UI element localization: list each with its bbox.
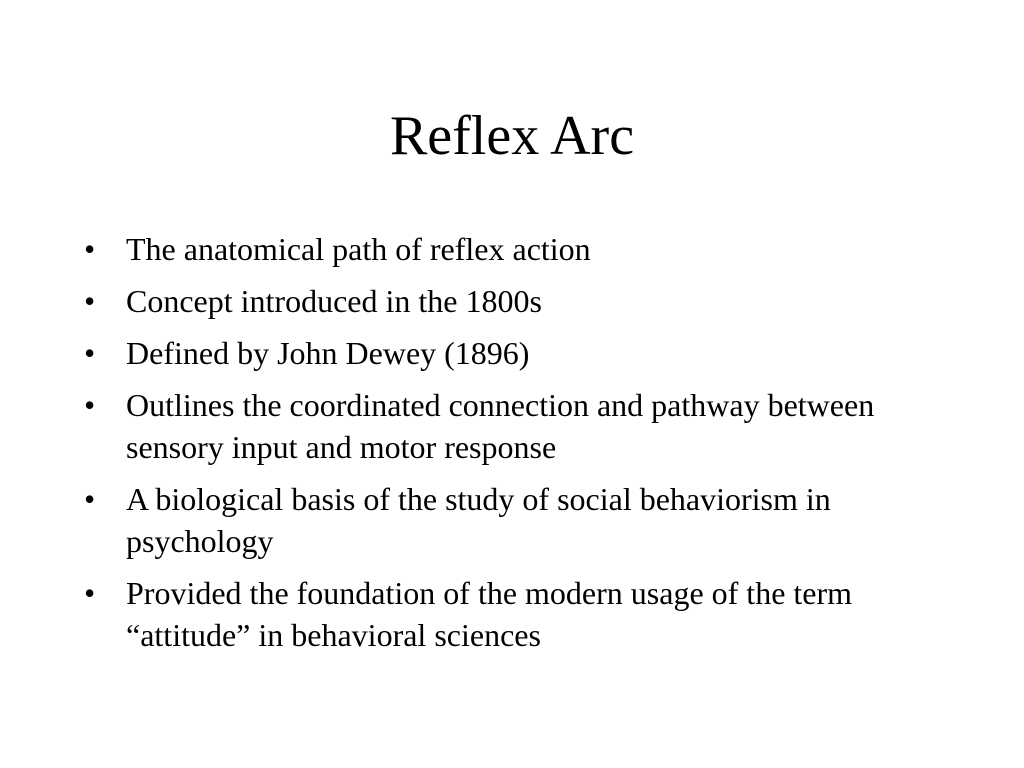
bullet-item-6 — [84, 572, 944, 656]
bullet-item-4 — [84, 384, 944, 468]
bullet-list — [84, 228, 944, 666]
bullet-icon: • — [84, 481, 96, 517]
bullet-item-2 — [84, 280, 944, 322]
bullet-icon: • — [84, 335, 96, 371]
bullet-text: Defined by John Dewey (1896) — [126, 335, 530, 371]
bullet-item-3 — [84, 332, 944, 374]
bullet-text: A biological basis of the study of social behaviorism in psychology — [126, 481, 831, 559]
bullet-text: The anatomical path of reflex action — [126, 231, 591, 267]
bullet-icon: • — [84, 231, 96, 267]
bullet-text: Outlines the coordinated connection and pathway between sensory input and motor response — [126, 387, 875, 465]
slide-title: Reflex Arc — [389, 105, 635, 167]
bullet-text: Concept introduced in the 1800s — [126, 283, 542, 319]
bullet-icon: • — [84, 387, 96, 423]
bullet-text: Provided the foundation of the modern usage of the term “attitude” in behavioral sciences — [126, 575, 853, 653]
bullet-item-1 — [84, 228, 944, 270]
bullet-item-5 — [84, 478, 944, 562]
bullet-icon: • — [84, 283, 96, 319]
bullet-icon: • — [84, 575, 96, 611]
